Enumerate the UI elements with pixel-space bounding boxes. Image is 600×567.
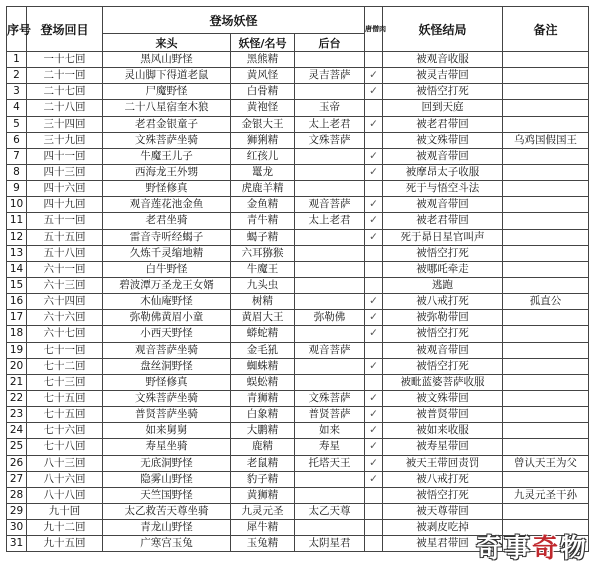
cell-remark: [503, 52, 589, 68]
cell-no: 2: [7, 68, 27, 84]
cell-backer: [295, 294, 365, 310]
cell-backer: [295, 84, 365, 100]
cell-remark: [503, 342, 589, 358]
cell-name: 大鹏精: [231, 423, 295, 439]
table-row: [7, 261, 589, 277]
cell-check: [365, 536, 383, 552]
cell-check: ✓: [365, 213, 383, 229]
cell-backer: [295, 277, 365, 293]
cell-no: 15: [7, 277, 27, 293]
cell-name: 黄眉大王: [231, 310, 295, 326]
cell-remark: [503, 423, 589, 439]
cell-origin: 久炼千灵缩地精: [103, 245, 231, 261]
cell-name: 金毛犼: [231, 342, 295, 358]
cell-origin: 木仙庵野怪: [103, 294, 231, 310]
watermark-text-1: 奇事: [475, 534, 532, 564]
cell-check: ✓: [365, 471, 383, 487]
cell-no: 4: [7, 100, 27, 116]
header-remarks: 备注: [503, 7, 589, 52]
table-row: [7, 148, 589, 164]
cell-check: ✓: [365, 197, 383, 213]
cell-name: 鹿精: [231, 439, 295, 455]
cell-check: ✓: [365, 164, 383, 180]
cell-chapter: 六十七回: [27, 326, 103, 342]
cell-no: 6: [7, 132, 27, 148]
cell-remark: 乌鸡国假国王: [503, 132, 589, 148]
cell-check: ✓: [365, 390, 383, 406]
cell-remark: [503, 116, 589, 132]
cell-outcome: 被老君带回: [383, 213, 503, 229]
cell-remark: [503, 374, 589, 390]
cell-chapter: 八十三回: [27, 455, 103, 471]
cell-outcome: 被悟空打死: [383, 326, 503, 342]
table-row: [7, 116, 589, 132]
cell-chapter: 六十六回: [27, 310, 103, 326]
cell-backer: 弥勒佛: [295, 310, 365, 326]
cell-outcome: 死于昴日星官叫声: [383, 229, 503, 245]
cell-check: ✓: [365, 116, 383, 132]
cell-chapter: 六十三回: [27, 277, 103, 293]
cell-origin: 无底洞野怪: [103, 455, 231, 471]
cell-chapter: 七十三回: [27, 374, 103, 390]
cell-remark: [503, 407, 589, 423]
table-row: [7, 471, 589, 487]
cell-no: 13: [7, 245, 27, 261]
cell-outcome: 被星君带回: [383, 536, 503, 552]
table-row: [7, 277, 589, 293]
header-name: 妖怪/名号: [231, 34, 295, 52]
cell-origin: 观音莲花池金鱼: [103, 197, 231, 213]
cell-check: [365, 277, 383, 293]
cell-origin: 黑风山野怪: [103, 52, 231, 68]
cell-outcome: 被如来收服: [383, 423, 503, 439]
cell-outcome: 被普贤带回: [383, 407, 503, 423]
cell-outcome: 被悟空打死: [383, 245, 503, 261]
cell-no: 27: [7, 471, 27, 487]
cell-no: 25: [7, 439, 27, 455]
cell-outcome: 被天尊带回: [383, 503, 503, 519]
table-row: [7, 100, 589, 116]
cell-outcome: 被寿星带回: [383, 439, 503, 455]
cell-name: 金鱼精: [231, 197, 295, 213]
cell-backer: 太乙天尊: [295, 503, 365, 519]
cell-name: 九灵元圣: [231, 503, 295, 519]
cell-chapter: 四十一回: [27, 148, 103, 164]
cell-check: ✓: [365, 358, 383, 374]
cell-name: 九头虫: [231, 277, 295, 293]
header-demon-group: 登场妖怪: [103, 7, 365, 34]
cell-outcome: 被天王带回责罚: [383, 455, 503, 471]
cell-remark: [503, 245, 589, 261]
cell-no: 12: [7, 229, 27, 245]
cell-origin: 牛魔王儿子: [103, 148, 231, 164]
table-row: [7, 294, 589, 310]
cell-name: 黄袍怪: [231, 100, 295, 116]
cell-no: 17: [7, 310, 27, 326]
cell-check: [365, 245, 383, 261]
cell-remark: [503, 181, 589, 197]
table-row: [7, 487, 589, 503]
cell-no: 7: [7, 148, 27, 164]
cell-check: ✓: [365, 439, 383, 455]
cell-outcome: 被哪吒牵走: [383, 261, 503, 277]
header-origin: 来头: [103, 34, 231, 52]
table-row: [7, 181, 589, 197]
cell-chapter: 八十八回: [27, 487, 103, 503]
cell-no: 22: [7, 390, 27, 406]
cell-outcome: 被老君带回: [383, 116, 503, 132]
cell-origin: 观音菩萨坐骑: [103, 342, 231, 358]
cell-origin: 西海龙王外甥: [103, 164, 231, 180]
cell-chapter: 七十八回: [27, 439, 103, 455]
cell-no: 9: [7, 181, 27, 197]
table-row: [7, 439, 589, 455]
cell-name: 蜈蚣精: [231, 374, 295, 390]
cell-chapter: 三十四回: [27, 116, 103, 132]
cell-backer: [295, 374, 365, 390]
cell-check: [365, 520, 383, 536]
cell-backer: [295, 326, 365, 342]
cell-no: 24: [7, 423, 27, 439]
cell-no: 18: [7, 326, 27, 342]
cell-backer: 太阴星君: [295, 536, 365, 552]
cell-origin: 如来舅舅: [103, 423, 231, 439]
header-eaten: 唐僧肉: [365, 7, 383, 52]
cell-outcome: 逃跑: [383, 277, 503, 293]
cell-outcome: 被灵吉带回: [383, 68, 503, 84]
cell-origin: 尸魔野怪: [103, 84, 231, 100]
site-watermark: [476, 528, 588, 565]
cell-no: 29: [7, 503, 27, 519]
cell-name: 黑熊精: [231, 52, 295, 68]
table-row: [7, 213, 589, 229]
cell-origin: 天竺国野怪: [103, 487, 231, 503]
cell-name: 青牛精: [231, 213, 295, 229]
cell-no: 8: [7, 164, 27, 180]
cell-origin: 白牛野怪: [103, 261, 231, 277]
cell-chapter: 五十八回: [27, 245, 103, 261]
cell-origin: 小西天野怪: [103, 326, 231, 342]
cell-backer: [295, 358, 365, 374]
table-row: [7, 358, 589, 374]
table-row: [7, 68, 589, 84]
cell-name: 虎鹿羊精: [231, 181, 295, 197]
cell-remark: [503, 197, 589, 213]
header-outcome: 妖怪结局: [383, 7, 503, 52]
cell-outcome: 被文殊带回: [383, 390, 503, 406]
cell-check: [365, 100, 383, 116]
cell-name: 豹子精: [231, 471, 295, 487]
table-row: [7, 84, 589, 100]
table-row: [7, 455, 589, 471]
cell-remark: [503, 164, 589, 180]
cell-backer: 普贤菩萨: [295, 407, 365, 423]
cell-remark: [503, 100, 589, 116]
cell-chapter: 七十一回: [27, 342, 103, 358]
cell-backer: [295, 181, 365, 197]
cell-name: 白象精: [231, 407, 295, 423]
cell-no: 23: [7, 407, 27, 423]
cell-chapter: 二十七回: [27, 84, 103, 100]
table-row: [7, 164, 589, 180]
cell-remark: [503, 277, 589, 293]
cell-name: 金银大王: [231, 116, 295, 132]
cell-origin: 雷音寺听经蝎子: [103, 229, 231, 245]
cell-backer: [295, 487, 365, 503]
cell-remark: [503, 439, 589, 455]
cell-remark: 九灵元圣干孙: [503, 487, 589, 503]
cell-origin: 二十八星宿奎木狼: [103, 100, 231, 116]
cell-no: 5: [7, 116, 27, 132]
cell-no: 11: [7, 213, 27, 229]
cell-remark: [503, 310, 589, 326]
cell-chapter: 六十一回: [27, 261, 103, 277]
cell-check: ✓: [365, 294, 383, 310]
cell-origin: 广寒宫玉兔: [103, 536, 231, 552]
cell-chapter: 八十六回: [27, 471, 103, 487]
table-row: [7, 132, 589, 148]
cell-outcome: 被摩昂太子收服: [383, 164, 503, 180]
cell-origin: 老君坐骑: [103, 213, 231, 229]
cell-backer: 文殊菩萨: [295, 390, 365, 406]
cell-remark: [503, 148, 589, 164]
cell-backer: 寿星: [295, 439, 365, 455]
cell-no: 26: [7, 455, 27, 471]
cell-remark: [503, 503, 589, 519]
cell-no: 10: [7, 197, 27, 213]
cell-backer: [295, 229, 365, 245]
cell-outcome: 被弥勒带回: [383, 310, 503, 326]
cell-check: [365, 52, 383, 68]
cell-name: 玉兔精: [231, 536, 295, 552]
cell-backer: [295, 148, 365, 164]
cell-backer: 灵吉菩萨: [295, 68, 365, 84]
cell-chapter: 七十五回: [27, 390, 103, 406]
cell-chapter: 九十回: [27, 503, 103, 519]
cell-outcome: 死于与悟空斗法: [383, 181, 503, 197]
cell-backer: [295, 52, 365, 68]
cell-backer: [295, 471, 365, 487]
cell-chapter: 二十一回: [27, 68, 103, 84]
table-row: [7, 374, 589, 390]
cell-outcome: 被剥皮吃掉: [383, 520, 503, 536]
header-no: 序号: [7, 7, 27, 52]
cell-name: 黄狮精: [231, 487, 295, 503]
cell-name: 狮猁精: [231, 132, 295, 148]
cell-outcome: 被观音带回: [383, 197, 503, 213]
cell-check: [365, 132, 383, 148]
table-row: [7, 197, 589, 213]
cell-backer: [295, 520, 365, 536]
cell-origin: 寿星坐骑: [103, 439, 231, 455]
cell-outcome: 被观音收服: [383, 52, 503, 68]
table-row: [7, 407, 589, 423]
cell-name: 牛魔王: [231, 261, 295, 277]
cell-backer: [295, 261, 365, 277]
cell-backer: 托塔天王: [295, 455, 365, 471]
cell-chapter: 五十一回: [27, 213, 103, 229]
cell-no: 20: [7, 358, 27, 374]
cell-name: 蟒蛇精: [231, 326, 295, 342]
cell-origin: 文殊菩萨坐骑: [103, 132, 231, 148]
cell-origin: 弥勒佛黄眉小童: [103, 310, 231, 326]
cell-outcome: 被悟空打死: [383, 487, 503, 503]
table-row: [7, 503, 589, 519]
watermark-text-3: 物: [559, 534, 588, 564]
cell-outcome: 被文殊带回: [383, 132, 503, 148]
cell-chapter: 九十二回: [27, 520, 103, 536]
cell-name: 蝎子精: [231, 229, 295, 245]
cell-no: 21: [7, 374, 27, 390]
cell-check: [365, 487, 383, 503]
cell-origin: 野怪修真: [103, 374, 231, 390]
cell-outcome: 被毗蓝婆菩萨收服: [383, 374, 503, 390]
cell-chapter: 七十六回: [27, 423, 103, 439]
cell-chapter: 六十四回: [27, 294, 103, 310]
cell-name: 青狮精: [231, 390, 295, 406]
cell-check: ✓: [365, 407, 383, 423]
cell-remark: [503, 213, 589, 229]
table-row: [7, 229, 589, 245]
cell-name: 鼍龙: [231, 164, 295, 180]
cell-backer: 太上老君: [295, 116, 365, 132]
cell-chapter: 九十五回: [27, 536, 103, 552]
cell-backer: 文殊菩萨: [295, 132, 365, 148]
table-row: [7, 326, 589, 342]
cell-check: ✓: [365, 326, 383, 342]
cell-check: ✓: [365, 68, 383, 84]
cell-chapter: 五十五回: [27, 229, 103, 245]
cell-name: 黄风怪: [231, 68, 295, 84]
cell-outcome: 被观音带回: [383, 148, 503, 164]
cell-origin: 隐雾山野怪: [103, 471, 231, 487]
cell-origin: 碧波潭万圣龙王女婿: [103, 277, 231, 293]
cell-check: [365, 342, 383, 358]
cell-backer: 观音菩萨: [295, 197, 365, 213]
cell-origin: 野怪修真: [103, 181, 231, 197]
cell-no: 16: [7, 294, 27, 310]
cell-remark: [503, 261, 589, 277]
table-row: [7, 52, 589, 68]
cell-outcome: 被悟空打死: [383, 358, 503, 374]
cell-chapter: 三十九回: [27, 132, 103, 148]
cell-check: ✓: [365, 310, 383, 326]
cell-backer: [295, 164, 365, 180]
cell-check: [365, 181, 383, 197]
cell-check: ✓: [365, 423, 383, 439]
cell-outcome: 被八戒打死: [383, 294, 503, 310]
cell-origin: 普贤菩萨坐骑: [103, 407, 231, 423]
cell-backer: 观音菩萨: [295, 342, 365, 358]
cell-origin: 文殊菩萨坐骑: [103, 390, 231, 406]
table-row: [7, 310, 589, 326]
cell-outcome: 被观音带回: [383, 342, 503, 358]
monster-table: [6, 6, 589, 552]
cell-chapter: 一十七回: [27, 52, 103, 68]
cell-name: 六耳猕猴: [231, 245, 295, 261]
cell-chapter: 四十六回: [27, 181, 103, 197]
table-row: [7, 342, 589, 358]
watermark-text-2: 奇: [531, 534, 560, 564]
cell-name: 犀牛精: [231, 520, 295, 536]
cell-origin: 太乙救苦天尊坐骑: [103, 503, 231, 519]
cell-check: [365, 503, 383, 519]
cell-no: 30: [7, 520, 27, 536]
table-row: [7, 245, 589, 261]
cell-outcome: 被悟空打死: [383, 84, 503, 100]
cell-name: 蜘蛛精: [231, 358, 295, 374]
cell-name: 老鼠精: [231, 455, 295, 471]
table-row: [7, 390, 589, 406]
cell-remark: [503, 229, 589, 245]
cell-check: [365, 374, 383, 390]
cell-backer: 如来: [295, 423, 365, 439]
cell-no: 19: [7, 342, 27, 358]
header-chapter: 登场回目: [27, 7, 103, 52]
cell-remark: [503, 390, 589, 406]
cell-chapter: 二十八回: [27, 100, 103, 116]
cell-backer: [295, 245, 365, 261]
cell-remark: [503, 326, 589, 342]
cell-remark: [503, 68, 589, 84]
cell-chapter: 四十九回: [27, 197, 103, 213]
header-backer: 后台: [295, 34, 365, 52]
cell-outcome: 回到天庭: [383, 100, 503, 116]
cell-check: ✓: [365, 148, 383, 164]
cell-remark: [503, 358, 589, 374]
cell-backer: 玉帝: [295, 100, 365, 116]
cell-check: ✓: [365, 84, 383, 100]
cell-chapter: 四十三回: [27, 164, 103, 180]
cell-no: 14: [7, 261, 27, 277]
cell-no: 28: [7, 487, 27, 503]
cell-check: ✓: [365, 455, 383, 471]
cell-backer: 太上老君: [295, 213, 365, 229]
cell-origin: 盘丝洞野怪: [103, 358, 231, 374]
cell-check: [365, 261, 383, 277]
cell-remark: [503, 471, 589, 487]
cell-origin: 青龙山野怪: [103, 520, 231, 536]
cell-chapter: 七十二回: [27, 358, 103, 374]
cell-name: 树精: [231, 294, 295, 310]
cell-check: ✓: [365, 229, 383, 245]
cell-no: 1: [7, 52, 27, 68]
cell-outcome: 被八戒打死: [383, 471, 503, 487]
cell-origin: 老君金银童子: [103, 116, 231, 132]
cell-name: 红孩儿: [231, 148, 295, 164]
cell-chapter: 七十五回: [27, 407, 103, 423]
cell-origin: 灵山脚下得道老鼠: [103, 68, 231, 84]
cell-no: 31: [7, 536, 27, 552]
cell-remark: 曾认天王为父: [503, 455, 589, 471]
cell-no: 3: [7, 84, 27, 100]
table-row: [7, 423, 589, 439]
cell-name: 白骨精: [231, 84, 295, 100]
cell-remark: 孤直公: [503, 294, 589, 310]
cell-remark: [503, 84, 589, 100]
